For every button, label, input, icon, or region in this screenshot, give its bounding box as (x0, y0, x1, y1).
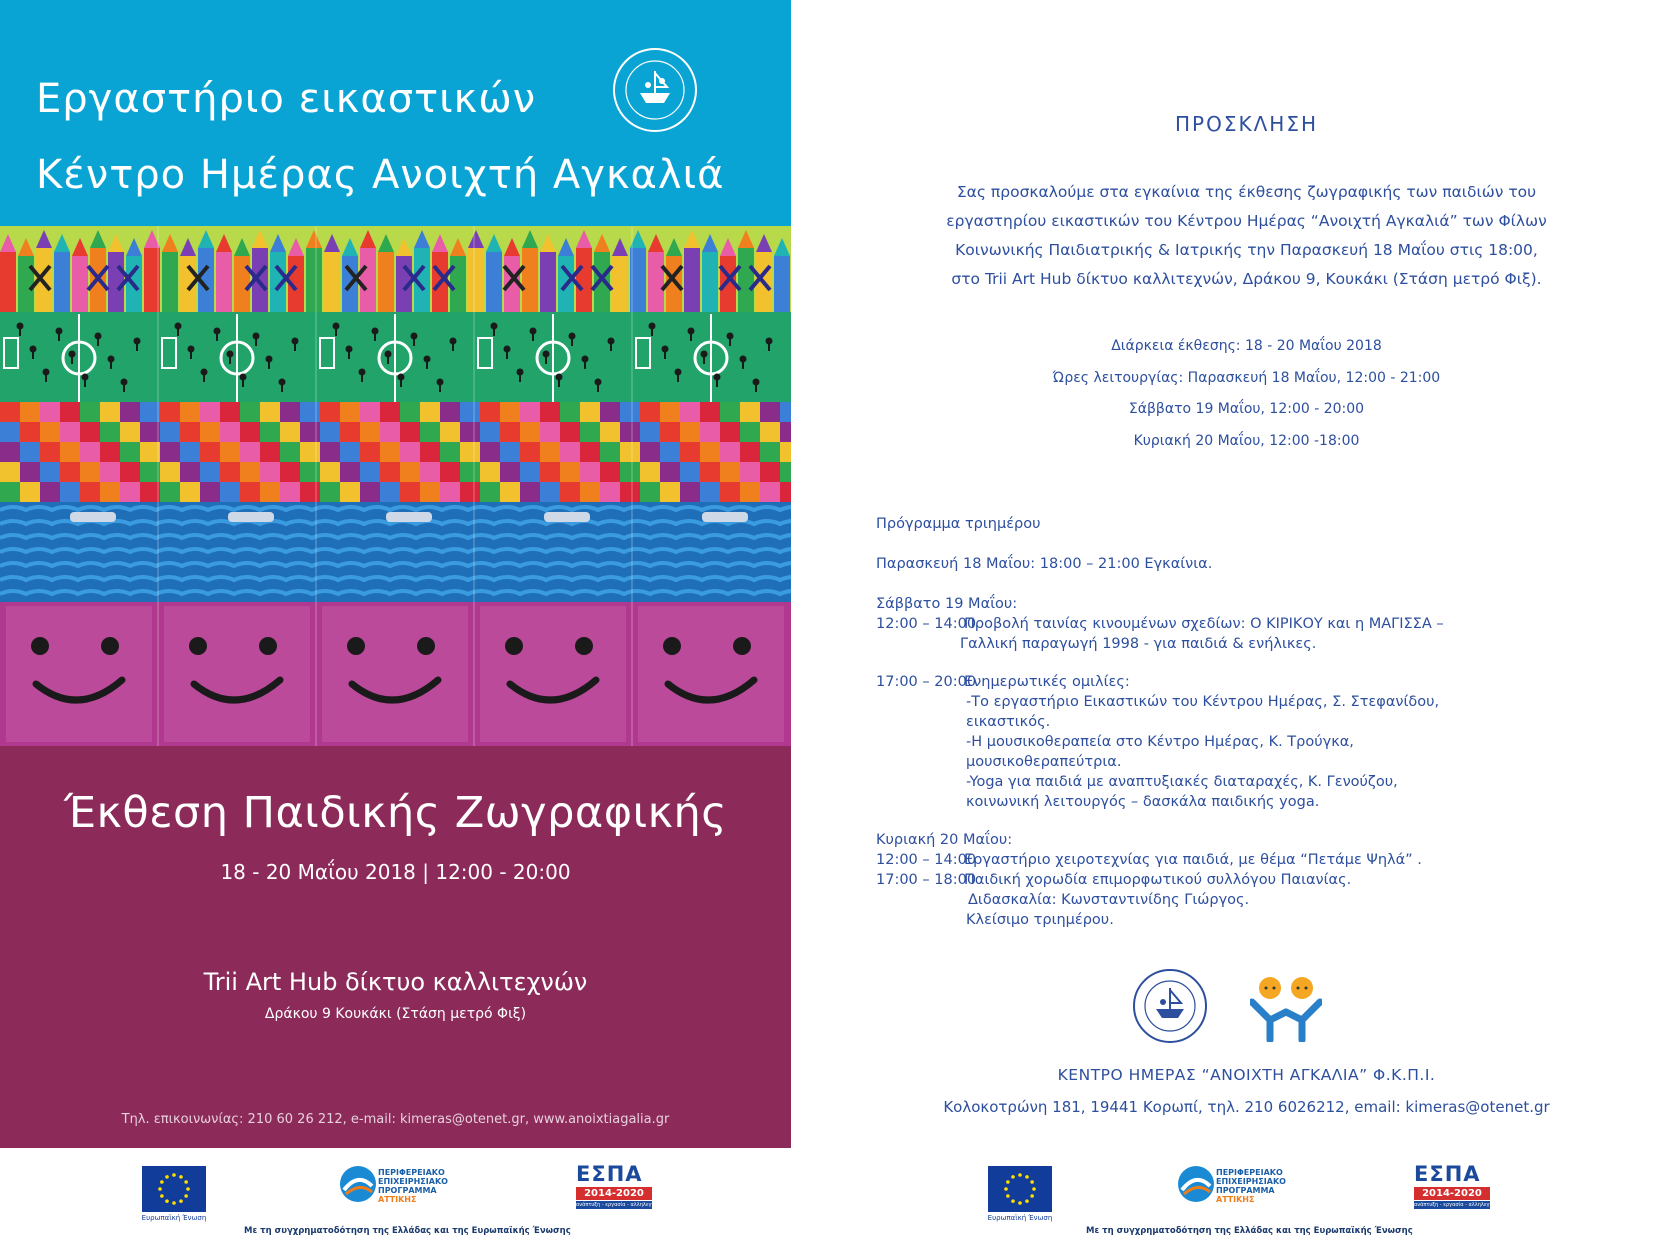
saturday-label: Σάββατο 19 Μαΐου: (876, 596, 1018, 612)
regional-program-logo-icon (1176, 1164, 1216, 1204)
sat-slot1-text2: Γαλλική παραγωγή 1998 - για παιδιά & ενήλικες. (960, 636, 1317, 652)
funding-logos-right (820, 1148, 1673, 1240)
espa-logo: ΕΣΠΑ 2014-2020 ανάπτυξη - εργασία - αλληλεγγύη (1414, 1162, 1499, 1208)
poster (0, 0, 791, 1240)
day-center-address: Κολοκοτρώνη 181, 19441 Κορωπί, τηλ. 210 6026212, email: kimeras@otenet.gr (943, 1098, 1550, 1116)
sun-slot2-text: Παιδική χορωδία επιμορφωτικού συλλόγου Παιανίας. (964, 872, 1352, 888)
childrens-painting-artwork (0, 226, 791, 746)
espa-logo: ΕΣΠΑ 2014-2020 ανάπτυξη - εργασία - αλληλεγγύη (576, 1162, 661, 1208)
cofunding-statement: Με τη συγχρηματοδότηση της Ελλάδας και της Ευρωπαϊκής Ένωσης (244, 1226, 571, 1236)
venue-address: Δράκου 9 Κουκάκι (Στάση μετρό Φιξ) (264, 1006, 527, 1022)
hours-line: Κυριακή 20 Μαΐου, 12:00 -18:00 (1133, 432, 1360, 449)
talk-line: -Yoga για παιδιά με αναπτυξιακές διαταραχές, Κ. Γενούζου, (966, 774, 1398, 790)
talk-line: κοινωνική λειτουργός – δασκάλα παιδικής yoga. (966, 794, 1320, 810)
cofunding-statement: Με τη συγχρηματοδότηση της Ελλάδας και της Ευρωπαϊκής Ένωσης (1086, 1226, 1413, 1236)
regional-program-logo-icon (338, 1164, 378, 1204)
program-heading: Πρόγραμμα τριημέρου (876, 516, 1041, 532)
sat-slot1-text: Προβολή ταινίας κινουμένων σχεδίων: Ο ΚΙΡΙΚΟΥ και η ΜΑΓΙΣΣΑ – (964, 616, 1444, 632)
association-seal-icon (612, 47, 698, 133)
poster-header-band (0, 0, 791, 226)
opening-hours (820, 331, 1673, 457)
regional-program-text: ΠΕΡΙΦΕΡΕΙΑΚΟ ΕΠΙΧΕΙΡΗΣΙΑΚΟ ΠΡΟΓΡΑΜΜΑ ΑΤΤΙΚΗΣ (378, 1168, 448, 1204)
sun-slot1-text: Εργαστήριο χειροτεχνίας για παιδιά, με θέμα “Πετάμε Ψηλά” . (964, 852, 1422, 868)
exhibition-dates: 18 - 20 Μαΐου 2018 | 12:00 - 20:00 (220, 860, 571, 884)
eu-caption: Ευρωπαϊκή Ένωση (141, 1214, 207, 1222)
sun-slot1-time: 12:00 – 14:00 (876, 852, 977, 868)
regional-program-text: ΠΕΡΙΦΕΡΕΙΑΚΟ ΕΠΙΧΕΙΡΗΣΙΑΚΟ ΠΡΟΓΡΑΜΜΑ ΑΤΤΙΚΗΣ (1216, 1168, 1286, 1204)
poster-title-line1: Εργαστήριο εικαστικών (36, 76, 537, 122)
invitation-paragraph (820, 178, 1673, 294)
exhibition-title: Έκθεση Παιδικής Ζωγραφικής (63, 788, 728, 838)
sun-slot2-text3: Κλείσιμο τριημέρου. (966, 912, 1114, 928)
sun-slot2-time: 17:00 – 18:00 (876, 872, 977, 888)
hours-line: Διάρκεια έκθεσης: 18 - 20 Μαΐου 2018 (1111, 338, 1382, 354)
hours-line: Ώρες λειτουργίας: Παρασκευή 18 Μαΐου, 12:00 - 21:00 (1052, 369, 1441, 386)
invitation-page (820, 0, 1673, 1148)
invitation-line: στο Trii Art Hub δίκτυο καλλιτεχνών, Δράκου 9, Κουκάκι (Στάση μετρό Φιξ). (951, 270, 1542, 288)
poster-footer-band (0, 746, 791, 1148)
children-logo-icon (1250, 974, 1322, 1042)
talk-line: -Το εργαστήριο Εικαστικών του Κέντρου Ημέρας, Σ. Στεφανίδου, (966, 694, 1440, 710)
poster-title-line2: Κέντρο Ημέρας Ανοιχτή Αγκαλιά (36, 152, 725, 198)
hours-line: Σάββατο 19 Μαΐου, 12:00 - 20:00 (1128, 401, 1365, 417)
day-center-name: ΚΕΝΤΡΟ ΗΜΕΡΑΣ “ΑΝΟΙΧΤΗ ΑΓΚΑΛΙΑ” Φ.Κ.Π.Ι. (1057, 1066, 1436, 1084)
invitation-line: Κοινωνικής Παιδιατρικής & Ιατρικής την Παρασκευή 18 Μαΐου στις 18:00, (955, 241, 1538, 259)
sun-slot2-text2: Διδασκαλία: Κωνσταντινίδης Γιώργος. (968, 892, 1250, 908)
eu-caption: Ευρωπαϊκή Ένωση (987, 1214, 1053, 1222)
eu-flag-icon (142, 1166, 206, 1212)
invitation-heading: ΠΡΟΣΚΛΗΣΗ (1175, 112, 1318, 136)
sat-slot2-text: Ενημερωτικές ομιλίες: (964, 674, 1130, 690)
talk-line: μουσικοθεραπεύτρια. (966, 754, 1122, 770)
association-seal-icon (1132, 968, 1208, 1044)
friday-schedule: Παρασκευή 18 Μαΐου: 18:00 – 21:00 Εγκαίνια. (876, 556, 1213, 572)
eu-flag-icon (988, 1166, 1052, 1212)
sunday-label: Κυριακή 20 Μαΐου: (876, 832, 1013, 848)
invitation-line: Σας προσκαλούμε στα εγκαίνια της έκθεσης ζωγραφικής των παιδιών του (956, 183, 1537, 201)
sat-slot1-time: 12:00 – 14:00 (876, 616, 977, 632)
venue-name: Trii Art Hub δίκτυο καλλιτεχνών (203, 968, 588, 996)
invitation-line: εργαστηρίου εικαστικών του Κέντρου Ημέρας “Ανοιχτή Αγκαλιά” των Φίλων (946, 212, 1547, 230)
talk-line: εικαστικός. (966, 714, 1051, 730)
funding-logos-left (0, 1148, 791, 1240)
sat-slot2-time: 17:00 – 20:00 (876, 674, 977, 690)
invitation-logos (820, 968, 1673, 1058)
contact-info: Τηλ. επικοινωνίας: 210 60 26 212, e-mail: kimeras@otenet.gr, www.anoixtiagalia.gr (121, 1112, 670, 1127)
talk-line: -Η μουσικοθεραπεία στο Κέντρο Ημέρας, Κ. Τρούγκα, (966, 734, 1354, 750)
